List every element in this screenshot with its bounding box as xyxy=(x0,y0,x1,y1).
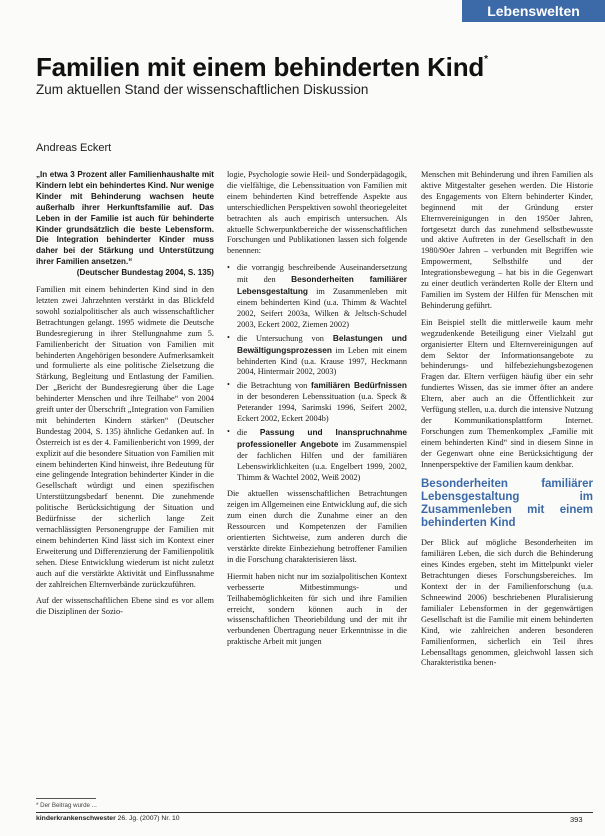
section-heading: Besonderheiten familiärer Lebensgestaltung im Zusammenleben mit einem behinderten Kind xyxy=(421,478,593,530)
lead-quote-source: (Deutscher Bundestag 2004, S. 135) xyxy=(76,268,214,278)
body-paragraph: logie, Psychologie sowie Heil- und Sonderpädagogik, die vielfältige, die Lebenssituation von Familien mit einem behinderten Kind betreffende Aspekte aus unterschiedlichen Perspektiven sowohl theoriegeleitet betrachten als auch empirisch untersuchen. Als aktuelle Schwerpunktbereiche der wissenschaftlichen Forschungen und Publikationen lassen sich folgende benennen: xyxy=(227,170,407,256)
column-2 xyxy=(227,170,407,654)
footnote-divider xyxy=(36,798,96,799)
list-item: • die vorrangig beschreibende Auseinandersetzung mit den Besonderheiten familiärer Lebensgestaltung im Zusammenleben mit einem behinderten Kind (u.a. Thimm & Wachtel 2002, Seifert 2003a, Wilken & Jeltsch-Schudel 2003, Eckert 2002, Ziemen 2002) xyxy=(227,263,407,330)
journal-issue: 26. Jg. (2007) Nr. 10 xyxy=(117,815,180,822)
footnote: * Der Beitrag wurde ... xyxy=(36,802,97,809)
body-paragraph: Die aktuellen wissenschaftlichen Betrachtungen zeigen im Allgemeinen eine Entwicklung auf, die sich zum einen durch die Zunahme einer an den Ressourcen und Kompetenzen der Familien orientierten Sichtweise, zum anderen durch die verstärkte direkte Einbeziehung betroffener Familien in die Forschung charakterisieren lässt. xyxy=(227,489,407,564)
list-item: • die Untersuchung von Belastungen und Bewältigungsprozessen im Leben mit einem behinderten Kind (u.a. Krause 1997, Heckmann 2004, Hintermair 2002, 2003) xyxy=(227,333,407,379)
research-focus-list xyxy=(227,263,407,483)
body-paragraph: Hiermit haben nicht nur im sozialpolitischen Kontext verbesserte Mitbestimmungs- und Teilhabemöglichkeiten für sich und ihre Familien erreicht, sondern können auch in der wissenschaftlichen Theoriebildung und der mit ihr verbundenen Übertragung neuer Erkenntnisse in die praktische Arbeit mit jungen xyxy=(227,571,407,647)
page-footer xyxy=(36,815,180,822)
section-rubric: Lebenswelten xyxy=(462,0,605,22)
lead-quote-text: „In etwa 3 Prozent aller Familienhaushalte mit Kindern lebt ein behindertes Kind. Nur wenige Kinder mit Behinderung wachsen heute außerhalb ihrer Herkunftsfamilie auf. Das Leben in der Familie ist auch für behinderte Kinder grundsätzlich die beste Lebensform. Die Integration behinderter Kinder muss daher bei der Stärkung und Unterstützung ihrer Familien ansetzen.“ xyxy=(36,170,214,267)
body-paragraph: Familien mit einem behinderten Kind sind in den letzten zwei Jahrzehnten verstärkt in das Blickfeld sowohl sozialpolitischer als auch wissenschaftlicher Betrachtungen gelangt. 1995 widmete die Deutsche Bundesregierung in ihrer Stellungnahme zum 5. Familienbericht der Situation von Familien mit behinderten Angehörigen besondere Aufmerksamkeit und formulierte als eine politische Zielsetzung die Stärkung, Begleitung und Entlastung der Familien. Der „Bericht der Bundesregierung über die Lage behinderter Menschen und ihre Teilhabe“ von 2004 greift unter der Überschrift „Integration von Familien mit behinderten Kindern stärken“ (Deutscher Bundestag 2004, S. 135) ähnliche Gedanken auf. In Österreich ist es der 4. Familienbericht von 1999, der explizit auf die besondere Situation von Familien mit einem behinderten Kind hinweist, ihre Bedeutung für eine gelingende Integration behinderter Kinder in die Gesellschaft würdigt und einen spezifischen Unterstützungsbedarf benennt. Die zunehmende politische Berücksichtigung der Situation und Bedürfnisse der sicherlich lange Zeit vernachlässigten Personengruppe der Familien mit einem behinderten Kind lässt sich im Kontext einer Erweiterung und Differenzierung der Familienpolitik sehen. Diese Entwicklung wiederum ist nicht zuletzt auch auf die verstärkte Aktivität und Einflussnahme der zahlreichen Elternverbände zurückzuführen. xyxy=(36,285,214,589)
body-paragraph: Menschen mit Behinderung und ihren Familien als aktive Mitgestalter gesehen werden. Die Historie des Engagements von Eltern behinderter Kinder, beginnend mit der Gründung erster Elternvereinigungen in den 1950er Jahren, fortgesetzt durch das zunehmend selbstbewusste und aktive Auftreten in der Gesellschaft in den 1980/90er Jahren – verbunden mit Begriffen wie Empowerment, Selbsthilfe und der Integrationsbewegung – hat bis in die Gegenwart zu einer deutlich veränderten Rolle der Eltern und Familien im System der Hilfen für Menschen mit Behinderung geführt. xyxy=(421,170,593,310)
list-item: • die Betrachtung von familiären Bedürfnissen in der besonderen Lebenssituation (u.a. Speck & Peterander 1994, Sarimski 1996, Seifert 2002, Eckert 2002, Eckert 2004b) xyxy=(227,380,407,425)
lead-quote xyxy=(36,170,214,279)
column-1 xyxy=(36,170,214,624)
list-item: • die Passung und Inanspruchnahme professioneller Angebote im Zusammenspiel der fachlichen Hilfen und der familiären Lebenswirklichkeiten (u.a. Engelbert 1999, 2002, Thimm & Wachtel 2002, Weiß 2002) xyxy=(227,427,407,484)
journal-name: kinderkrankenschwester xyxy=(36,815,116,822)
page-number: 393 xyxy=(570,815,583,824)
footer-divider xyxy=(36,812,593,813)
article-title xyxy=(36,52,488,83)
body-paragraph: Auf der wissenschaftlichen Ebene sind es vor allem die Disziplinen der Sozio- xyxy=(36,596,214,617)
column-3 xyxy=(421,170,593,675)
article-subtitle: Zum aktuellen Stand der wissenschaftlichen Diskussion xyxy=(36,82,369,97)
body-paragraph: Ein Beispiel stellt die mittlerweile kaum mehr wegzudenkende Beteiligung einer Vielzahl gut organisierter Eltern und Elternvereinigungen auf dem Sektor der Informationsangebote zu behinderungs- und hilfebeziehungsbezogenen Fragen dar. Eltern verfügen häufig über ein sehr fundiertes Wissen, das sie immer öfter an andere Eltern, aber auch an die Öffentlichkeit zur Verfügung stellen, u.a. durch die intensive Nutzung der Kommunikationsplattform Internet. Forschungen zum Themenkomplex „Familie mit einem behinderten Kind“ sind in diesem Sinne in der Gegenwart ohne eine Berücksichtigung der Innenperspektive der Familien kaum denkbar. xyxy=(421,317,593,469)
title-text: Familien mit einem behinderten Kind xyxy=(36,52,485,82)
body-paragraph: Der Blick auf mögliche Besonderheiten im familiären Leben, die sich durch die Behinderung eines Kindes ergeben, steht im Mittelpunkt vieler Betrachtungen dieses Forschungsbereiches. Im Kontext der in der Familienforschung (u.a. Schneewind 2006) beschriebenen Pluralisierung familialer Lebensformen in der gegenwärtigen Gesellschaft ist die Familie mit einem behinderten Kind, wie zahlreichen anderen besonderen Familienformen, sicherlich ein Teil ihres Lebensalltags genommen, gleichwohl lassen sich Charakteristika benen- xyxy=(421,538,593,668)
title-footnote-mark: * xyxy=(484,54,488,65)
author-name: Andreas Eckert xyxy=(36,142,112,154)
